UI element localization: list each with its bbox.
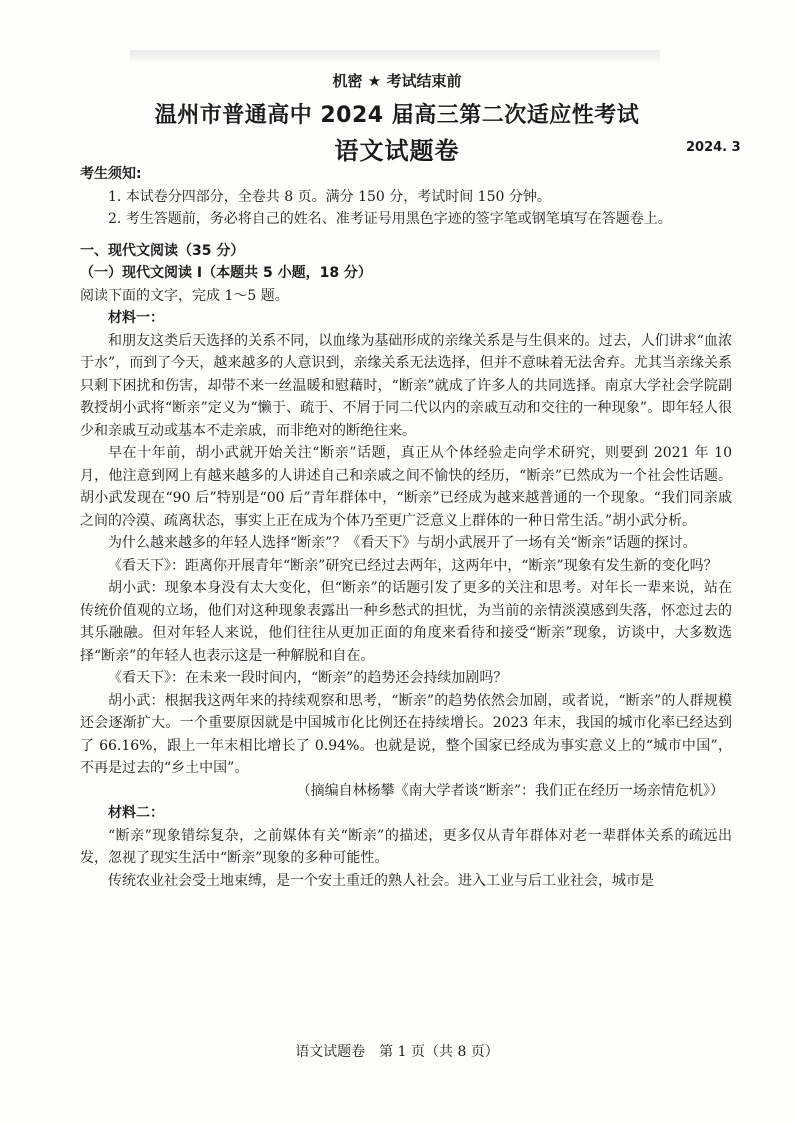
section-instruction: 阅读下面的文字，完成 1～5 题。 xyxy=(80,287,289,304)
paper-title: 语文试题卷 xyxy=(334,137,460,165)
exam-title: 温州市普通高中 2024 届高三第二次适应性考试 xyxy=(154,103,640,128)
material-2-paragraph: “断亲”现象错综复杂，之前媒体有关“断亲”的描述，更多仅从青年群体对老一辈群体关系的疏远出发，忽视了现实生活中“断亲”现象的多种可能性。 xyxy=(80,827,732,866)
material-1-label: 材料一： xyxy=(108,310,164,326)
material-1-paragraph: 早在十年前，胡小武就开始关注“断亲”话题，真正从个体经验走向学术研究，则要到 2021 年 10 月，他注意到网上有越来越多的人讲述自己和亲戚之间不愉快的经历，“断亲”已然成为一个社会性话题。胡小武发现在“90 后”特别是“00 后”青年群体中，“断亲”已经成为越来越普通的一个现象。“我们同亲戚之间的冷漠、疏离状态，事实上正在成为个体乃至更广泛意义上群体的一种日常生活。”胡小武分析。 xyxy=(80,445,732,529)
material-1-paragraph: 和朋友这类后天选择的关系不同，以血缘为基础形成的亲缘关系是与生俱来的。过去，人们讲求“血浓于水”，而到了今天，越来越多的人意识到，亲缘关系无法选择，但并不意味着无法舍弃。尤其当亲缘关系只剩下困扰和伤害，却带不来一丝温暖和慰藉时，“断亲”就成了许多人的共同选择。南京大学社会学院副教授胡小武将“断亲”定义为“懒于、疏于、不屑于同二代以内的亲戚互动和交往的一种现象”。即年轻人很少和亲戚互动或基本不走亲戚，而非绝对的断绝往来。 xyxy=(80,332,732,439)
material-1-paragraph: 为什么越来越多的年轻人选择“断亲”？《看天下》与胡小武展开了一场有关“断亲”话题的探讨。 xyxy=(108,535,697,551)
material-1-source: （摘编自林杨攀《南大学者谈“断亲”：我们正在经历一场亲情危机》） xyxy=(296,782,724,799)
material-1-paragraph: 《看天下》：在未来一段时间内，“断亲”的趋势还会持续加剧吗？ xyxy=(108,670,508,686)
notice-title: 考生须知: xyxy=(80,166,142,182)
material-1-paragraph: 胡小武：现象本身没有太大变化，但“断亲”的话题引发了更多的关注和思考。对年长一辈来说，站在传统价值观的立场，他们对这种现象表露出一种乡愁式的担忧，为当前的亲情淡漠感到失落，怀恋过去的其乐融融。但对年轻人来说，他们往往从更加正面的角度来看待和接受“断亲”现象，访谈中，大多数选择“断亲”的年轻人也表示这是一种解脱和自在。 xyxy=(80,580,732,664)
material-1-paragraph: 胡小武：根据我这两年来的持续观察和思考，“断亲”的趋势依然会加剧，或者说，“断亲”的人群规模还会逐渐扩大。一个重要原因就是中国城市化比例还在持续增长。2023 年末，我国的城市化率已经达到了 66.16%，跟上一年末相比增长了 0.94%。也就是说，整个国家已经成为事实意义上的“城市中国”，不再是过去的“乡土中国”。 xyxy=(80,692,732,776)
scan-shadow xyxy=(130,50,660,64)
section-subtitle: （一）现代文阅读 I（本题共 5 小题，18 分） xyxy=(80,265,372,281)
material-2-paragraph: 传统农业社会受土地束缚，是一个安土重迁的熟人社会。进入工业与后工业社会，城市是 xyxy=(108,872,654,889)
exam-date: 2024. 3 xyxy=(686,140,741,155)
confidential-label: 机密 ★ 考试结束前 xyxy=(332,72,462,90)
material-2-label: 材料二： xyxy=(108,805,164,821)
material-1-paragraph: 《看天下》：距离你开展青年“断亲”研究已经过去两年，这两年中，“断亲”现象有发生新的变化吗？ xyxy=(108,557,718,574)
page-content xyxy=(80,163,732,892)
page-footer: 语文试题卷 第 1 页（共 8 页） xyxy=(295,1044,499,1060)
section-title: 一、现代文阅读（35 分） xyxy=(80,242,245,259)
notice-item: 1. 本试卷分四部分，全卷共 8 页。满分 150 分，考试时间 150 分钟。 xyxy=(108,188,551,205)
notice-item: 2. 考生答题前，务必将自己的姓名、准考证号用黑色字迹的签字笔或钢笔填写在答题卷上。 xyxy=(108,211,672,227)
